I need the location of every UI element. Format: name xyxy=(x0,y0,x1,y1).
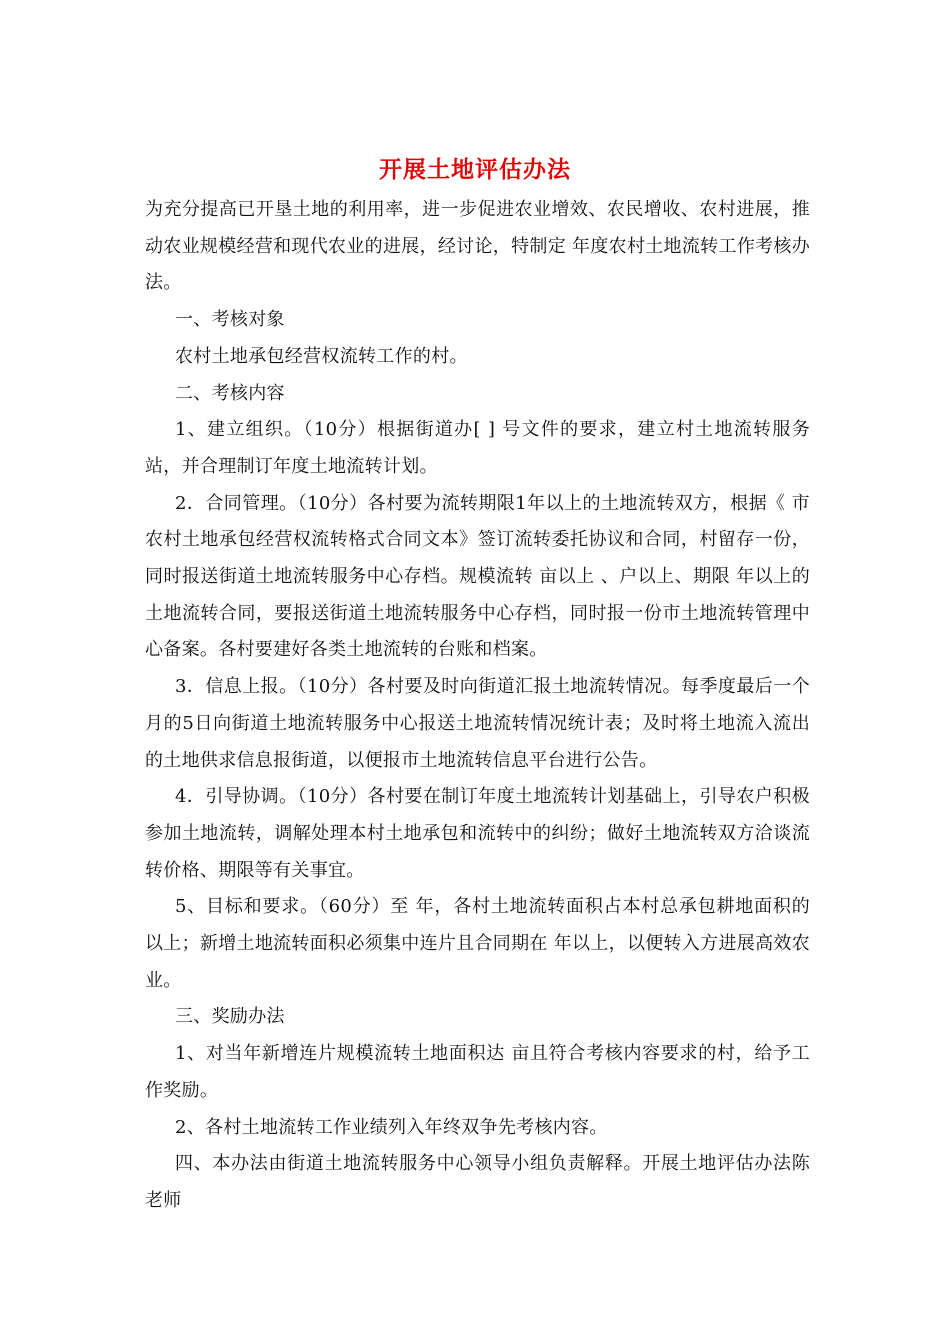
paragraph-interpretation: 四、本办法由街道土地流转服务中心领导小组负责解释。开展土地评估办法陈老师 xyxy=(145,1153,810,1211)
paragraph-reward-2: 2、各村土地流转工作业绩列入年终双争先考核内容。 xyxy=(175,1116,608,1138)
paragraph-assessment-target: 农村土地承包经营权流转工作的村。 xyxy=(175,345,468,367)
document-title: 开展土地评估办法 xyxy=(379,156,571,183)
paragraph-item-reporting: 3．信息上报。（10分）各村要及时向街道汇报土地流转情况。每季度最后一个月的5日向街道土地流转服务中心报送土地流转情况统计表；及时将土地流入流出的土地供求信息报街道，以便报市土地流转信息平台进行公告。 xyxy=(145,676,810,771)
paragraph-reward-1: 1、对当年新增连片规模流转土地面积达 亩且符合考核内容要求的村，给予工作奖励。 xyxy=(145,1043,810,1101)
paragraph-item-coordination: 4．引导协调。（10分）各村要在制订年度土地流转计划基础上，引导农户积极参加土地流转，调解处理本村土地承包和流转中的纠纷；做好土地流转双方洽谈流转价格、期限等有关事宜。 xyxy=(145,786,810,881)
heading-assessment-target: 一、考核对象 xyxy=(175,309,285,331)
paragraph-item-organization: 1、建立组织。（10分）根据街道办[ ] 号文件的要求，建立村土地流转服务站，并合理制订年度土地流转计划。 xyxy=(145,419,810,477)
paragraph-item-contract: 2．合同管理。（10分）各村要为流转期限1年以上的土地流转双方，根据《 市农村土地承包经营权流转格式合同文本》签订流转委托协议和合同，村留存一份，同时报送街道土地流转服务中心存档。规模流转 亩以上 、户以上、期限 年以上的土地流转合同，要报送街道土地流转服务中心存档，同时报一份市土地流转管理中心备案。各村要建好各类土地流转的台账和档案。 xyxy=(145,492,810,661)
heading-assessment-content: 二、考核内容 xyxy=(175,382,285,404)
paragraph-item-goals: 5、目标和要求。（60分）至 年，各村土地流转面积占本村总承包耕地面积的 以上；新增土地流转面积必须集中连片且合同期在 年以上，以便转入方进展高效农业。 xyxy=(145,896,810,991)
heading-rewards: 三、奖励办法 xyxy=(175,1006,285,1028)
paragraph-intro: 为充分提高已开垦土地的利用率，进一步促进农业增效、农民增收、农村进展，推动农业规模经营和现代农业的进展，经讨论，特制定 年度农村土地流转工作考核办法。 xyxy=(145,199,810,294)
document-body xyxy=(145,192,810,1220)
